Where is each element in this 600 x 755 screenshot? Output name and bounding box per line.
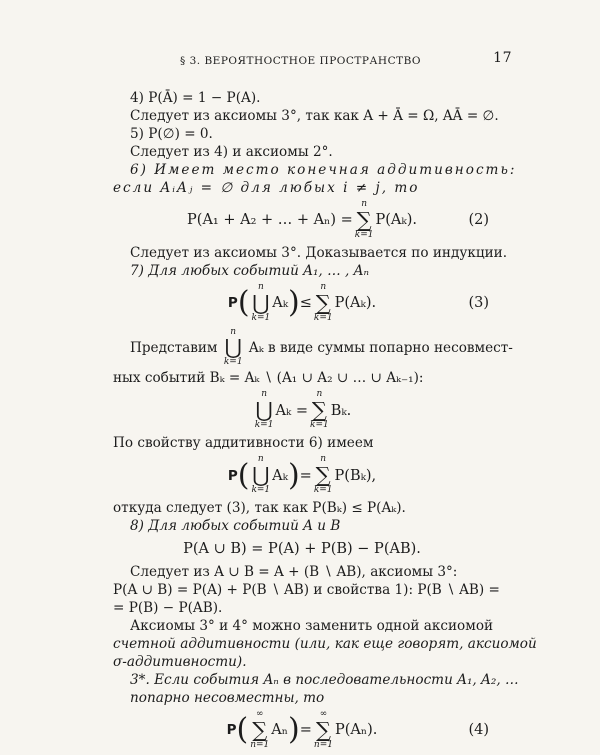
eq2-lhs: P(A₁ + A₂ + … + Aₙ) = <box>187 212 353 229</box>
union-operator: n ⋃ k=1 <box>254 389 274 431</box>
running-title: § 3. ВЕРОЯТНОСТНОЕ ПРОСТРАНСТВО <box>180 55 421 67</box>
union-operator: n ⋃ k=1 <box>251 281 271 323</box>
text-line: откуда следует (3), так как P(Bₖ) ≤ P(Aₖ). <box>113 499 406 516</box>
equation-union-b: n ⋃ k=1 Aₖ = n ∑ k=1 Bₖ. <box>254 389 352 431</box>
text-line: Следует из аксиомы 3°, так как A + Ā = Ω, AĀ = ∅. <box>130 108 499 124</box>
sum-operator: n ∑ k=1 <box>309 389 329 431</box>
page-header <box>105 50 512 72</box>
sum-operator: ∞ ∑ n=1 <box>250 708 270 750</box>
eq2-rhs: P(Aₖ). <box>375 212 417 229</box>
equation-number: (3) <box>468 295 489 312</box>
equation-number: (2) <box>468 212 489 229</box>
page-number: 17 <box>493 50 512 66</box>
text-line: σ-аддитивности). <box>113 653 247 670</box>
property-4: 4) P(Ā) = 1 − P(A). <box>130 90 261 106</box>
text-line: Аксиомы 3° и 4° можно заменить одной аксиомой <box>130 617 494 634</box>
axiom-3-star: 3*. Если события Aₙ в последовательности A₁, A₂, … <box>130 671 519 688</box>
text-line: Следует из аксиомы 3°. Доказывается по индукции. <box>130 244 508 261</box>
text-line: = P(B) − P(AB). <box>113 599 223 616</box>
text-line: P(A ∪ B) = P(A) + P(B ∖ AB) и свойства 1): P(B ∖ AB) = <box>113 581 500 598</box>
equation-8: P(A ∪ B) = P(A) + P(B) − P(AB). <box>183 540 421 557</box>
property-5: 5) P(∅) = 0. <box>130 126 213 142</box>
property-8: 8) Для любых событий A и B <box>130 517 341 534</box>
text-line: попарно несовместны, то <box>130 689 325 706</box>
equation-number: (4) <box>468 722 489 739</box>
property-7: 7) Для любых событий A₁, … , Aₙ <box>130 262 369 279</box>
sum-operator: n ∑ k=1 <box>313 281 333 323</box>
union-operator: n ⋃ k=1 <box>223 326 243 368</box>
equation-2 <box>113 200 491 241</box>
text-line: счетной аддитивности (или, как еще говорят, аксиомой <box>113 635 537 652</box>
equation-4: P ( ∞ ∑ n=1 Aₙ ) = ∞ ∑ n=1 P(Aₙ). (4) <box>226 708 489 750</box>
sum-operator: ∞ ∑ n=1 <box>313 708 333 750</box>
sum-operator: n ∑ k=1 <box>313 454 333 496</box>
union-operator: n ⋃ k=1 <box>251 454 271 496</box>
equation-additivity: P ( n ⋃ k=1 Aₖ ) = n ∑ k=1 P(Bₖ), <box>227 454 377 496</box>
text-line: ных событий Bₖ = Aₖ ∖ (A₁ ∪ A₂ ∪ … ∪ Aₖ₋₁): <box>113 370 424 387</box>
text-line: Представим n ⋃ k=1 Aₖ в виде суммы попарно несовмест- <box>130 326 513 368</box>
text-line: По свойству аддитивности 6) имеем <box>113 435 374 452</box>
page-content <box>113 90 537 755</box>
text-line: Следует из A ∪ B = A + (B ∖ AB), аксиомы 3°: <box>130 563 458 580</box>
text-line: Следует из 4) и аксиомы 2°. <box>130 144 333 160</box>
sum-operator: n ∑ k=1 <box>354 199 374 240</box>
property-6: 6) Имеет место конечная аддитивность: <box>130 162 517 178</box>
text-line: если AᵢAⱼ = ∅ для любых i ≠ j, то <box>113 180 420 196</box>
equation-3: P ( n ⋃ k=1 Aₖ ) ≤ n ∑ k=1 P(Aₖ). (3) <box>227 281 489 323</box>
